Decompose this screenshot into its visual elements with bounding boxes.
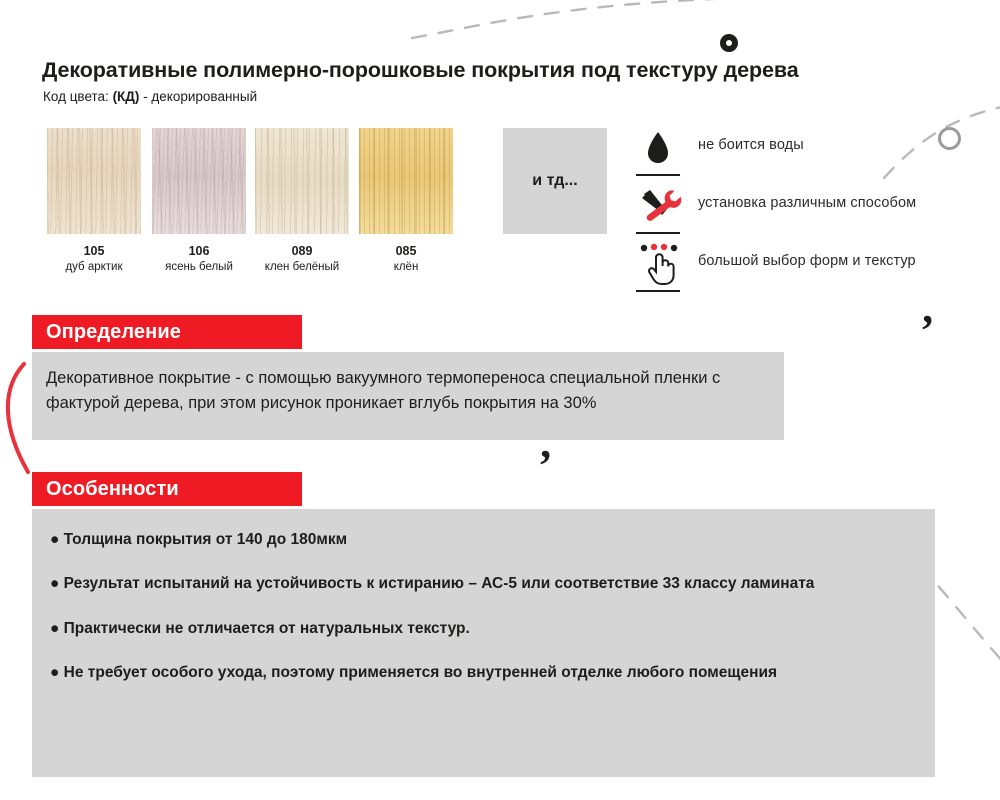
feature-label: установка различным способом <box>698 195 917 211</box>
swatch-texture <box>47 128 141 234</box>
feature-item-water <box>636 126 966 178</box>
feature-item-variety <box>636 242 966 294</box>
swatch-name: ясень белый <box>165 260 233 273</box>
definition-section-body: Декоративное покрытие - с помощью вакуумного термопереноса специальной пленки с фактурой дерева, при этом рисунок проникает вглубь покрытия на 30% <box>32 352 784 440</box>
swatch-item[interactable] <box>47 128 141 274</box>
feature-bullet: ● Толщина покрытия от 140 до 180мкм <box>50 531 348 548</box>
features-section-body <box>32 509 935 777</box>
feature-bullet: ● Практически не отличается от натуральных текстур. <box>50 619 470 637</box>
feature-label: большой выбор форм и текстур <box>698 253 916 269</box>
water-drop-icon <box>636 126 690 176</box>
feature-item-installation <box>636 184 966 236</box>
page-title: Декоративные полимерно-порошковые покрытия под текстуру дерева <box>42 58 799 82</box>
comma-decoration-center: ’ <box>538 441 553 490</box>
feature-divider <box>636 290 680 292</box>
feature-icon-list <box>636 126 966 300</box>
tools-icon <box>636 184 690 234</box>
swatch-code: 085 <box>395 244 417 258</box>
swatch-item[interactable] <box>152 128 246 274</box>
swatch-code: 089 <box>291 244 313 258</box>
swatch-more-box[interactable]: и тд... <box>503 128 607 234</box>
subtitle-prefix: Код цвета: <box>43 89 113 104</box>
swatch-code: 106 <box>188 244 210 258</box>
feature-label: не боится воды <box>698 137 804 153</box>
feature-divider <box>636 174 680 176</box>
color-code-subtitle <box>43 89 257 104</box>
features-section-heading: Особенности <box>32 472 302 506</box>
comma-decoration-right: ’ <box>920 306 935 355</box>
swatch-code: 105 <box>83 244 105 258</box>
swatch-texture <box>152 128 246 234</box>
swatch-name: дуб арктик <box>65 260 123 273</box>
definition-section-heading: Определение <box>32 315 302 349</box>
swatch-texture <box>255 128 349 234</box>
swatch-name: клён <box>393 260 419 273</box>
feature-bullet: ● Результат испытаний на устойчивость к истиранию – АС-5 или соответствие 33 классу ламината <box>50 575 815 593</box>
dot-decoration <box>720 34 738 52</box>
feature-bullet: ● Не требует особого ухода, поэтому применяется во внутренней отделке любого помещения <box>50 664 778 682</box>
swatch-item[interactable] <box>359 128 453 274</box>
swatch-name: клен белёный <box>264 260 340 273</box>
swatch-item[interactable] <box>255 128 349 274</box>
dashed-line-top-decoration <box>410 0 740 56</box>
swatch-texture <box>359 128 453 234</box>
subtitle-code: (КД) <box>112 89 140 104</box>
subtitle-suffix: - декорированный <box>139 89 258 104</box>
feature-divider <box>636 232 680 234</box>
hand-pointer-icon <box>636 242 690 292</box>
